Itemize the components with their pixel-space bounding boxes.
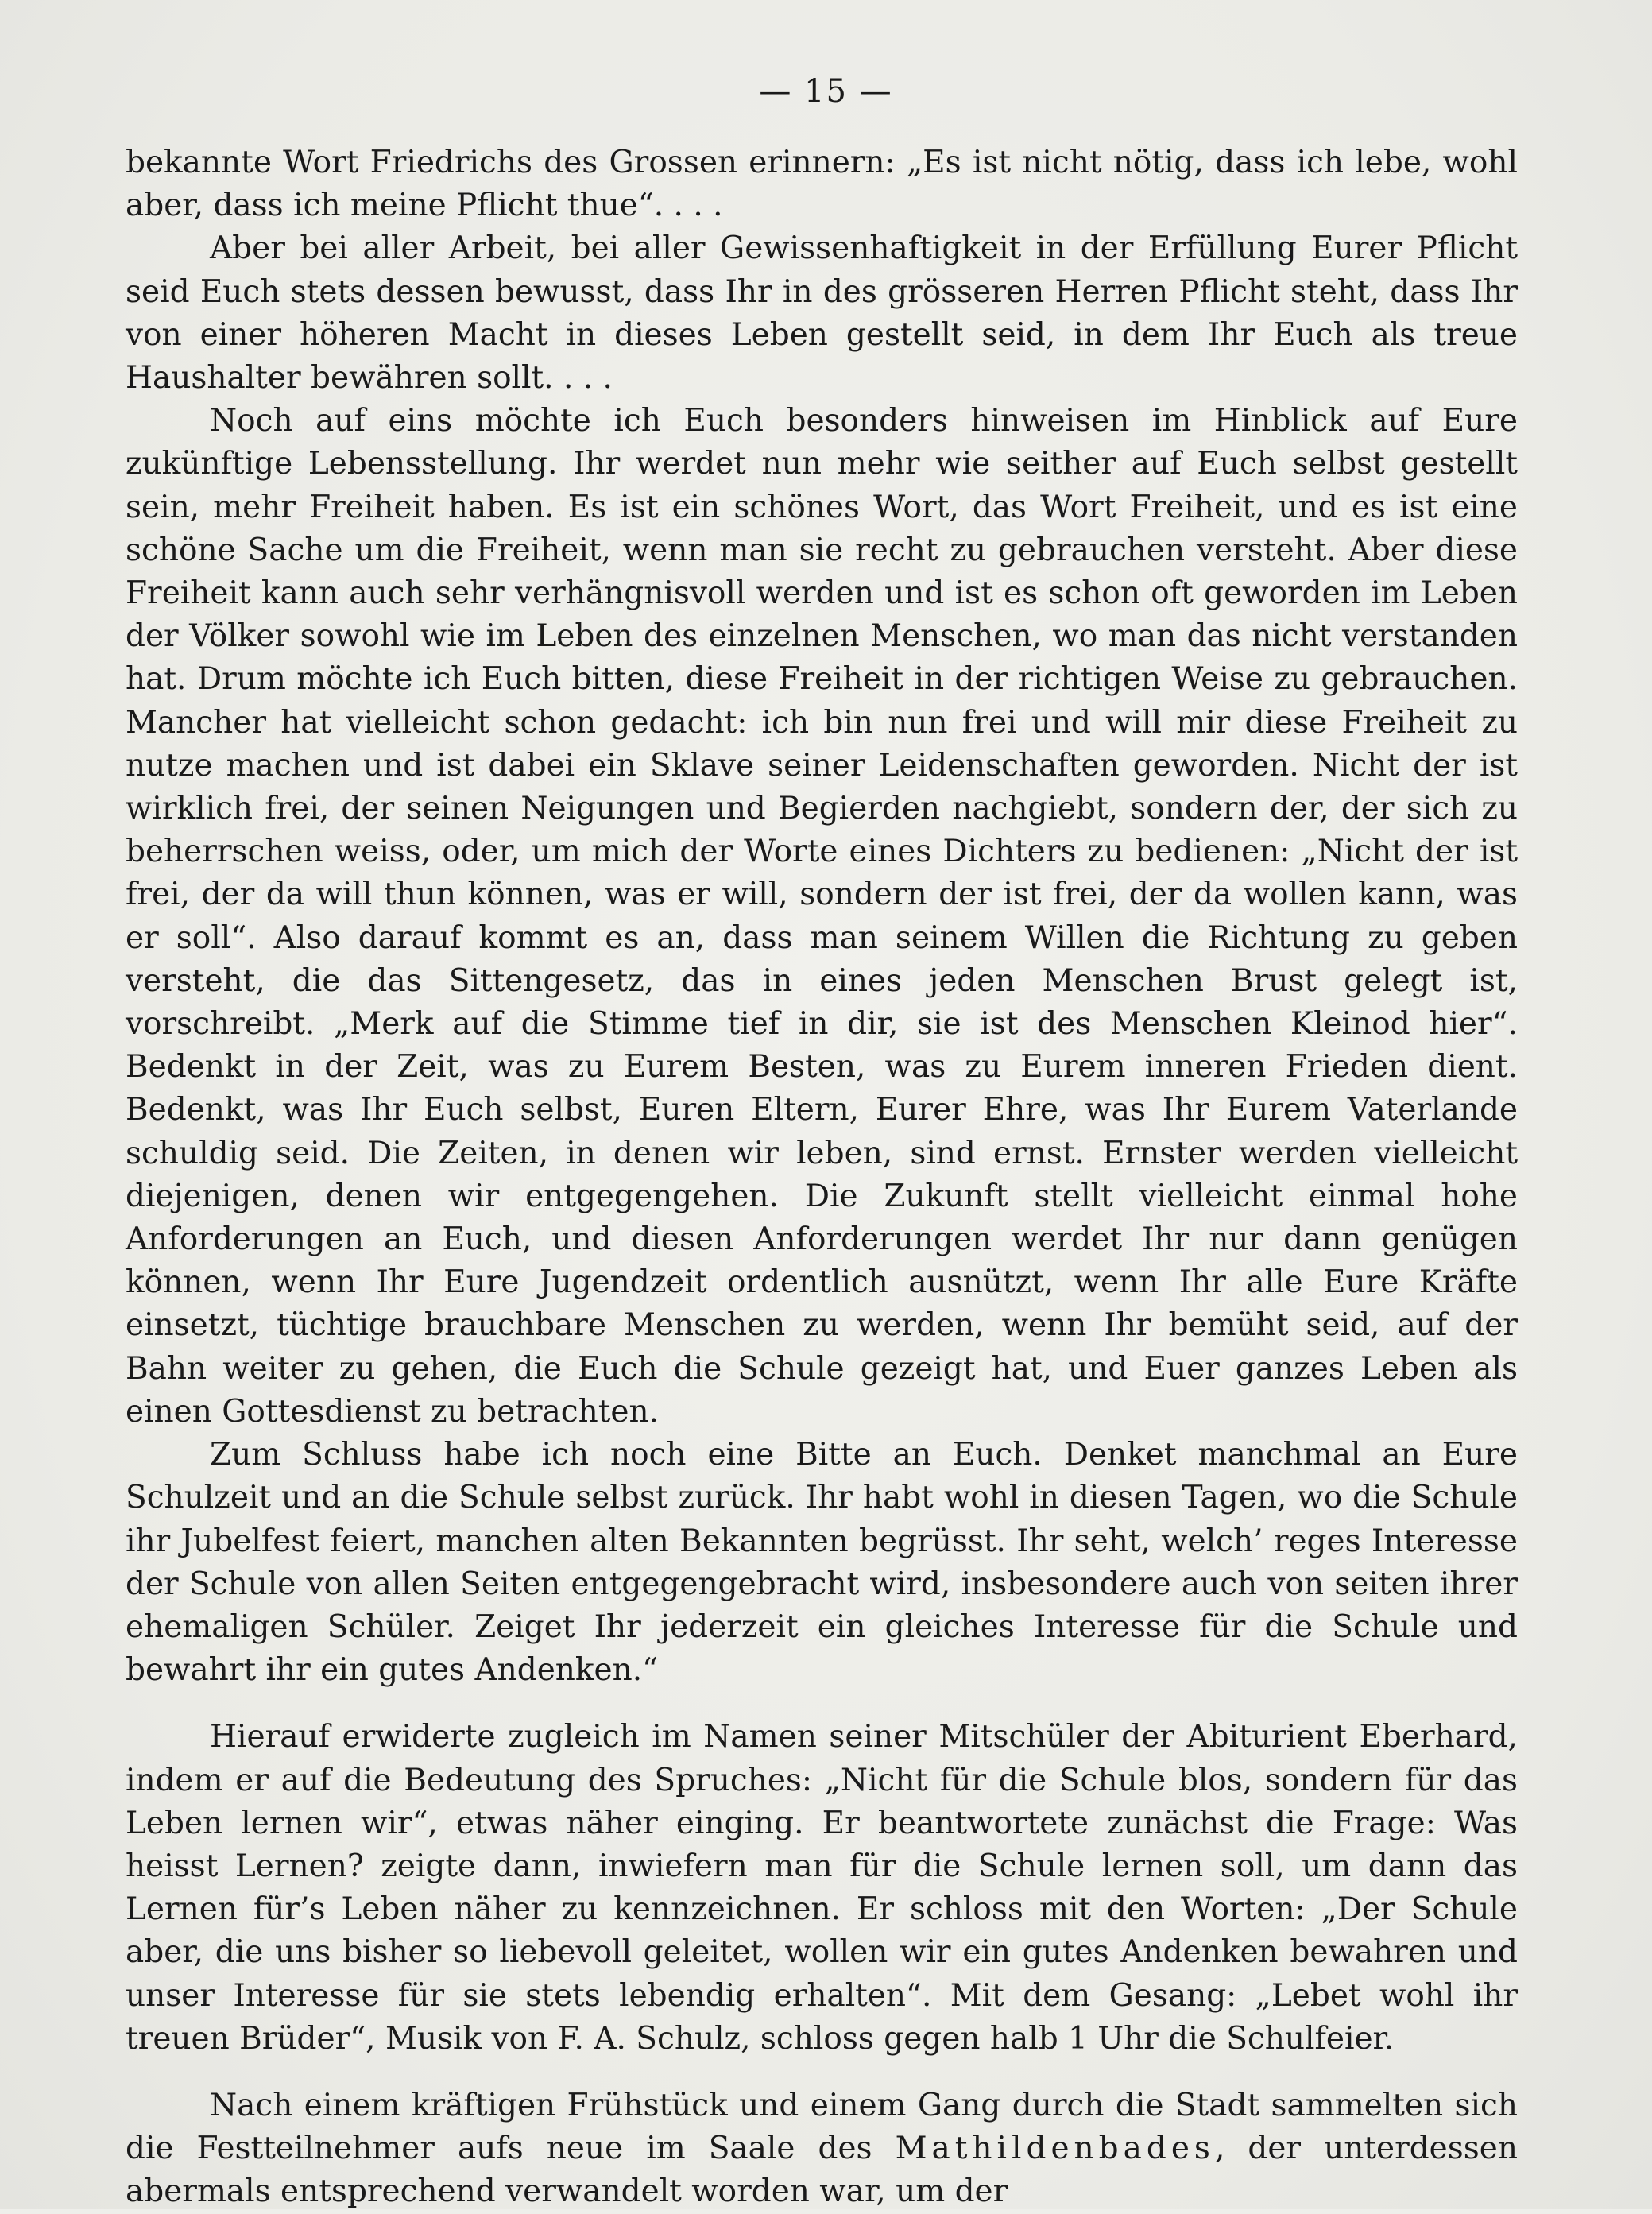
paragraph-gathering-after: , der unterdessen abermals entsprechend verwandelt worden war, um der	[126, 2131, 1518, 2210]
paragraph-continuation: bekannte Wort Friedrichs des Grossen erinnern: „Es ist nicht nötig, dass ich lebe, wohl aber, dass ich meine Pflicht thue“. . . .	[126, 145, 1518, 224]
paragraph-gathering	[126, 2084, 1518, 2214]
paragraph-duty: Aber bei aller Arbeit, bei aller Gewissenhaftigkeit in der Erfüllung Eurer Pflicht seid Euch stets dessen bewusst, dass Ihr in des grösseren Herren Pflicht steht, dass Ihr von einer höheren Macht in dieses Leben gestellt seid, in dem Ihr Euch als treue Haushalter bewähren sollt. . . .	[126, 230, 1518, 397]
paragraph-gathering-before: Nach einem kräftigen Frühstück und einem Gang durch die Stadt sammelten sich die Festteilnehmer aufs neue im Saale des	[126, 2087, 1518, 2167]
paragraph-request: Zum Schluss habe ich noch eine Bitte an Euch. Denket manchmal an Eure Schulzeit und an die Schule selbst zurück. Ihr habt wohl in diesen Tagen, wo die Schule ihr Jubelfest feiert, manchen alten Bekannten begrüsst. Ihr seht, welch’ reges Interesse der Schule von allen Seiten entgegengebracht wird, insbesondere auch von seiten ihrer ehemaligen Schüler. Zeiget Ihr jederzeit ein gleiches Interesse für die Schule und bewahrt ihr ein gutes Andenken.“	[126, 1437, 1518, 1689]
body-text	[126, 141, 1518, 2214]
paragraph-reply-eberhard: Hierauf erwiderte zugleich im Namen seiner Mitschüler der Abiturient Eberhard, indem er auf die Bedeutung des Spruches: „Nicht für die Schule blos, sondern für das Leben lernen wir“, etwas näher einging. Er beantwortete zunächst die Frage: Was heisst Lernen? zeigte dann, inwiefern man für die Schule lernen soll, um dann das Lernen für’s Leben näher zu kennzeichnen. Er schloss mit den Worten: „Der Schule aber, die uns bisher so liebevoll geleitet, wollen wir ein gutes Andenken bewahren und unser Interesse für sie stets lebendig erhalten“. Mit dem Gesang: „Lebet wohl ihr treuen Brüder“, Musik von F. A. Schulz, schloss gegen halb 1 Uhr die Schulfeier.	[126, 1719, 1518, 2057]
venue-name: Mathildenbades	[895, 2131, 1215, 2167]
paragraph-freedom: Noch auf eins möchte ich Euch besonders hinweisen im Hinblick auf Eure zukünftige Lebensstellung. Ihr werdet nun mehr wie seither auf Euch selbst gestellt sein, mehr Freiheit haben. Es ist ein schönes Wort, das Wort Freiheit, und es ist eine schöne Sache um die Freiheit, wenn man sie recht zu gebrauchen versteht. Aber diese Freiheit kann auch sehr verhängnisvoll werden und ist es schon oft geworden im Leben der Völker sowohl wie im Leben des einzelnen Menschen, wo man das nicht verstanden hat. Drum möchte ich Euch bitten, diese Freiheit in der richtigen Weise zu gebrauchen. Mancher hat vielleicht schon gedacht: ich bin nun frei und will mir diese Freiheit zu nutze machen und ist dabei ein Sklave seiner Leidenschaften geworden. Nicht der ist wirklich frei, der seinen Neigungen und Begierden nachgiebt, sondern der, der sich zu beherrschen weiss, oder, um mich der Worte eines Dichters zu bedienen: „Nicht der ist frei, der da will thun können, was er will, sondern der ist frei, der da wollen kann, was er soll“. Also darauf kommt es an, dass man seinem Willen die Richtung zu geben versteht, die das Sittengesetz, das in eines jeden Menschen Brust gelegt ist, vorschreibt. „Merk auf die Stimme tief in dir, sie ist des Menschen Kleinod hier“. Bedenkt in der Zeit, was zu Eurem Besten, was zu Eurem inneren Frieden dient. Bedenkt, was Ihr Euch selbst, Euren Eltern, Eurer Ehre, was Ihr Eurem Vaterlande schuldig seid. Die Zeiten, in denen wir leben, sind ernst. Ernster werden vielleicht diejenigen, denen wir entgegengehen. Die Zukunft stellt vielleicht einmal hohe Anforderungen an Euch, und diesen Anforderungen werdet Ihr nur dann genügen können, wenn Ihr Eure Jugendzeit ordentlich ausnützt, wenn Ihr alle Eure Kräfte einsetzt, tüchtige brauchbare Menschen zu werden, wenn Ihr bemüht seid, auf der Bahn weiter zu gehen, die Euch die Schule gezeigt hat, und Euer ganzes Leben als einen Gottesdienst zu betrachten.	[126, 403, 1518, 1430]
page-number: — 15 —	[759, 73, 893, 110]
